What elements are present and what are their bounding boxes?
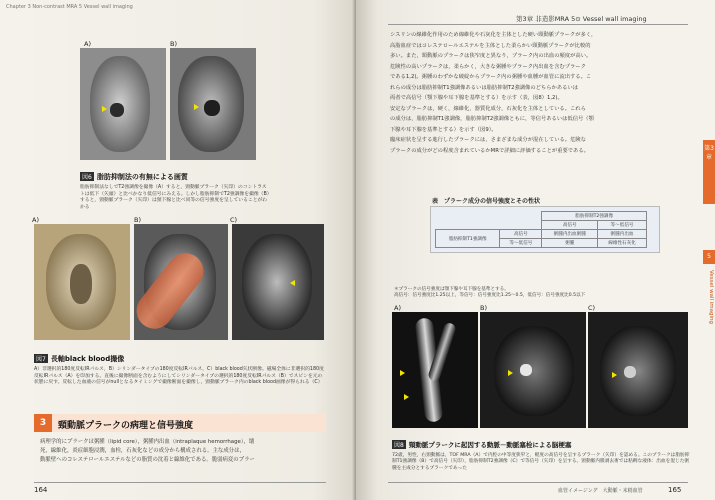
fig8-tag: 図8: [394, 442, 404, 449]
chapter-tab-label: 第3章: [704, 145, 714, 161]
fig6-label-a: A): [84, 40, 91, 48]
footer-rule-right: [388, 482, 688, 483]
right-body: [390, 30, 686, 156]
section-tab: [703, 250, 715, 264]
fig8-image-a: [392, 312, 478, 428]
fig7-text: A）非選択的180度反転IRパルス，B）シリンダータイプの180度反転IRパルス，C）black blood矢状断像。磁場全体に非選択的180度反転IRパルス（A）を印加する。直後に撮像断面を含むようにしてシリンダータイプの選択的180度反転IRパルス（B）でスピンを元の状態に戻す。反転した血液の信号がnullとなるタイミングで撮像断面を撮像し，頸動脈プラーク内のblack blood画像が得られる（C）: [34, 367, 324, 386]
running-header-left: Chapter 3 Non-contrast MRA 5 Vessel wall imaging: [6, 4, 133, 10]
running-header-right: 第3章 非造影MRA 5⊙ Vessel wall imaging: [516, 15, 647, 23]
fig8-title: 頸動脈プラークに起因する動脈－動脈塞栓による脳梗塞: [408, 441, 572, 449]
table-note: [394, 287, 684, 299]
fig7-image-a: [34, 224, 130, 340]
table-top-header: 脂肪抑制T2強調像: [542, 212, 647, 221]
fig6-label-b: B): [170, 40, 177, 48]
fig7-title: 長軸black blood撮像: [50, 355, 125, 363]
fig6-title: 脂肪抑制法の有無による画質: [96, 173, 188, 181]
signal-table: [435, 211, 647, 248]
right-body-line: 下腺や耳下腺を基準とする）を示す（図9）。: [390, 126, 497, 133]
right-body-line: れらの成分は脂肪抑制T1強調像あるいは脂肪抑制T2強調像のどちらかあるいは: [390, 84, 579, 91]
right-body-line: シスリンの線維化作用のため線維化や石灰化を主体とした硬い頸動脈プラークが多く，: [390, 32, 597, 38]
fig6-caption: [80, 164, 270, 211]
right-body-line: である1,2)。粥腫のわずかな破綻からプラーク内の粥腫や血腫が血管に流出する。こ: [390, 74, 592, 80]
fig8-text: 72歳，男性，右頸動脈は，TOF MRA（A）で内腔の中等度狭窄と，軽度の高信号を呈するプラーク（矢印）を認める。このプラークは脂肪抑制T1強調像（B）で高信号（矢印），脂肪抑制T2強調像（C）で等信号（矢印）を呈する。頸動脈内膜剥去術では粘稠な液体：出血を混じた粥腫を主成分とするプラークであった: [392, 453, 690, 471]
fig7-caption: [34, 346, 326, 387]
right-body-line: プラークの成分がどの程度含まれているかMRで詳細に評価することが重要である。: [390, 147, 589, 154]
left-page: [0, 0, 356, 500]
table-row-header: 脂肪抑制T1強調像: [436, 230, 500, 248]
right-body-line: 多い。また，頸動脈のプラークは狭窄度と異なり，プラーク内の出血の頻度が高い。: [390, 53, 592, 59]
fig7-label-c: C): [230, 216, 238, 224]
fig7-label-a: A): [32, 216, 39, 224]
fig8-image-b: [480, 312, 586, 428]
table-cell-hh: 粥腫内出血粥腫: [542, 230, 598, 239]
fig8-label-c: C): [588, 304, 596, 312]
right-body-line: 両者で高信号（顎下腺や耳下腺を基準とする）を示す（表，図8）1,2)。: [390, 95, 563, 101]
fig8-image-c: [588, 312, 688, 428]
table-row-eq: 等～低信号: [500, 239, 542, 248]
fig7-tag: 図7: [36, 356, 46, 363]
fig6-image-b: [170, 48, 256, 160]
fig7-label-b: B): [134, 216, 141, 224]
footer-rule-left: [34, 482, 326, 483]
table-col-eq: 等～低信号: [598, 221, 647, 230]
page-number-right: 165: [668, 486, 682, 494]
signal-table-box: [430, 206, 660, 253]
left-body-line: 動脈壁へのコレステロールエステルなどの脂質の沈着と線維化である。脆弱病変のプラー: [40, 457, 255, 463]
table-note-line: ＊プラークの信号強度は顎下腺や耳下腺を基準とする。: [394, 287, 509, 292]
left-body-line: 病理学的にプラークは粥腫（lipid core），粥腫内出血（intraplaque hemorrhage），壊: [40, 439, 255, 445]
header-rule-right: [388, 24, 688, 25]
section-title: 頸動脈プラークの病理と信号強度: [58, 421, 194, 431]
fig6-image-a: [80, 48, 166, 160]
table-row-high: 高信号: [500, 230, 542, 239]
table-cell-he: 粥腫内出血: [598, 230, 647, 239]
table-title: 表 プラーク成分の信号強度とその性状: [432, 198, 541, 205]
fig8-caption: [392, 432, 690, 472]
right-body-line: の成分は，脂肪抑制T1強調像，脂肪抑制T2強調像ともに，等信号あるいは低信号（顎: [390, 116, 594, 122]
fig7-image-c: [232, 224, 324, 340]
footer-text: 血管イメージング 大動脈・末梢血管: [558, 488, 643, 494]
fig8-label-b: B): [480, 304, 487, 312]
table-cell-eh: 粥腫: [542, 239, 598, 248]
table-cell-ee: 線維性石灰化: [598, 239, 647, 248]
left-body-line: 死，線維化，炎症細胞浸潤，血栓，石灰化などの成分から構成される。主な成分は，: [40, 448, 245, 454]
page-number-left: 164: [34, 486, 48, 494]
right-page: [356, 0, 715, 500]
right-body-line: 安定なプラークは，硬く，線維化，器質化成分，石灰化を主体としている。これら: [390, 105, 586, 112]
fig8-label-a: A): [394, 304, 401, 312]
section-number: 3: [34, 414, 52, 432]
table-col-high: 高信号: [542, 221, 598, 230]
fig7-image-b: [134, 224, 228, 340]
section-tab-number: 5: [707, 253, 711, 260]
right-body-line: 危険性の高いプラークは，柔らかく，大きな粥腫やプラーク内出血を含むプラーク: [390, 63, 586, 70]
section-tab-label: Vessel wall imaging: [708, 270, 714, 325]
right-body-line: 高脂血症ではコレステロールエステルを主体とした柔らかい頸動脈プラークが比較的: [390, 42, 591, 49]
table-note-line: 高信号：信号強度比1.25以上，等信号：信号強度比1.25～0.5，低信号：信号強度比0.5以下: [394, 293, 586, 299]
left-body: [40, 438, 332, 465]
right-body-line: 臨床症状を呈する進行したプラークには，さまざまな成分が混在している。危険な: [390, 137, 586, 143]
fig6-text: 脂肪抑制法なしでT2強調像を撮像（A）すると，頸動脈プラーク（矢印）のコントラストは低下（矢頭）と比べかなり低信号にみえる。しかし脂肪抑制でT2強調像を撮像（B）すると，頸動脈プラーク（矢印）は頸下腺と比べ同等の信号強度を呈していることがわかる: [80, 185, 270, 210]
fig6-tag: 図6: [82, 174, 92, 181]
chapter-tab: [703, 140, 715, 204]
